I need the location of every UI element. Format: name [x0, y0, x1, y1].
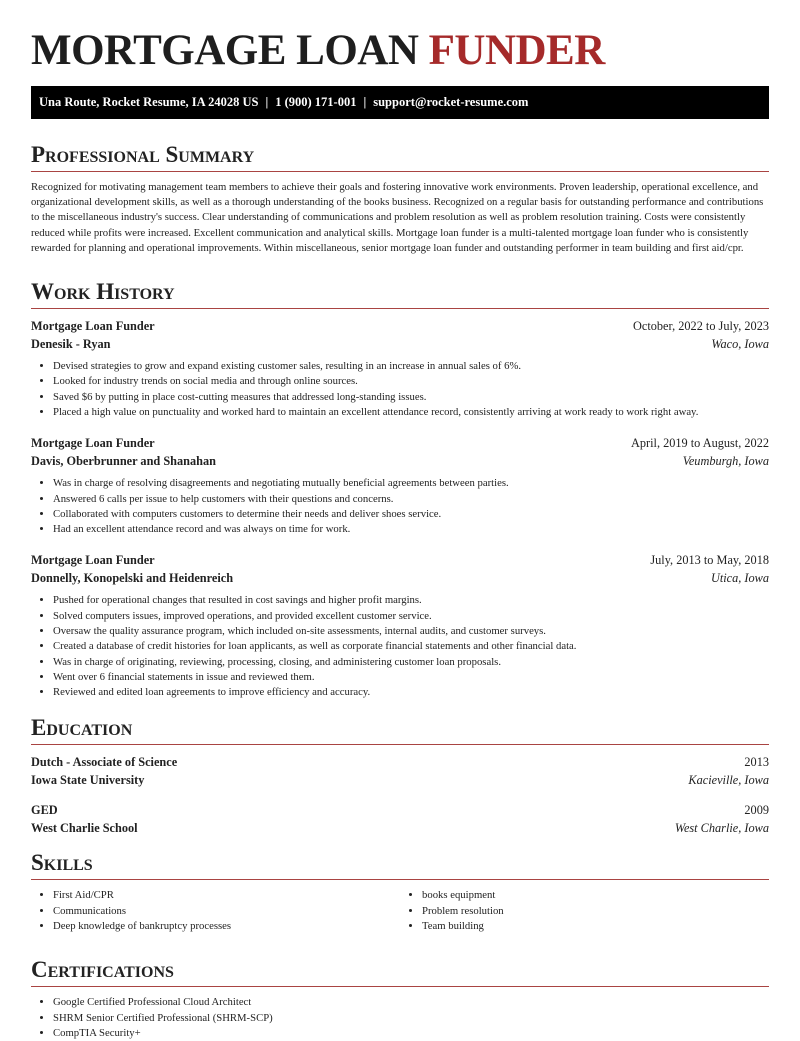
job-company: Donnelly, Konopelski and Heidenreich: [31, 571, 234, 586]
job-location: Waco, Iowa: [711, 337, 769, 352]
contact-address: Una Route, Rocket Resume, IA 24028 US: [39, 95, 259, 109]
summary-heading: Professional Summary: [31, 142, 255, 167]
job-dates: October, 2022 to July, 2023: [632, 319, 769, 334]
list-item: • Team building: [422, 919, 769, 934]
entry-row: [31, 551, 769, 569]
job-title: Mortgage Loan Funder: [31, 553, 155, 568]
list-item: • Was in charge of resolving disagreements and negotiating mutually beneficial agreements between parties.: [53, 476, 769, 491]
education-entry: [31, 801, 769, 837]
entry-row: [31, 569, 769, 587]
list-item: • Google Certified Professional Cloud Architect: [53, 995, 769, 1010]
skills-column-left: [31, 888, 400, 934]
entry-row: [31, 452, 769, 470]
list-item: • Deep knowledge of bankruptcy processes: [53, 919, 400, 934]
list-item: • Reviewed and edited loan agreements to improve efficiency and accuracy.: [53, 685, 769, 700]
job-title: Mortgage Loan Funder: [31, 319, 155, 334]
contact-email: support@rocket-resume.com: [373, 95, 529, 109]
contact-bar: Una Route, Rocket Resume, IA 24028 US | 1 (900) 171-001 | support@rocket-resume.com: [31, 86, 769, 119]
list-item: • books equipment: [422, 888, 769, 903]
entry-row: [31, 801, 769, 819]
list-item: • Solved computers issues, improved operations, and provided excellent customer service.: [53, 609, 769, 624]
list-item: • Looked for industry trends on social media and through online sources.: [53, 374, 769, 389]
education-year: 2009: [744, 803, 769, 818]
list-item: • Devised strategies to grow and expand existing customer sales, resulting in an increase in annual sales of 6%.: [53, 359, 769, 374]
job-bullets: [31, 476, 769, 537]
education-school: West Charlie School: [31, 821, 138, 836]
job-location: Veumburgh, Iowa: [682, 454, 769, 469]
education-list: [31, 753, 769, 837]
entry-row: [31, 753, 769, 771]
entry-row: [31, 771, 769, 789]
list-item: • Answered 6 calls per issue to help customers with their questions and concerns.: [53, 492, 769, 507]
entry-row: [31, 819, 769, 837]
job-title: Mortgage Loan Funder: [31, 436, 155, 451]
certifications-heading: Certifications: [31, 957, 174, 983]
list-item: • Collaborated with computers customers to determine their needs and deliver shoes service.: [53, 507, 769, 522]
title-accent: FUNDER: [428, 27, 605, 74]
education-location: Kacieville, Iowa: [688, 773, 769, 788]
entry-row: [31, 335, 769, 353]
education-location: West Charlie, Iowa: [674, 821, 769, 836]
job-bullets: [31, 593, 769, 700]
entry-row: [31, 434, 769, 452]
job-company: Davis, Oberbrunner and Shanahan: [31, 454, 216, 469]
list-item: • SHRM Senior Certified Professional (SHRM-SCP): [53, 1011, 769, 1026]
summary-text: Recognized for motivating management team members to achieve their goals and fostering innovative work environments. Proven leadership, operational excellence, and organizational development skills, as well as a thorough understanding of the books business. Recognized on a regular basis for outstanding performance and contributions to the miscellaneous industry's success. Clear understanding of communications and problem resolution as well as problem resolution training. Costs were consistently reduced while profits were increased. Excellent communication and analytical skills. Mortgage loan funder is a multi-talented mortgage loan funder who is consistently rewarded for planning and operational improvements. Within miscellaneous, senior mortgage loan funder and outstanding performer in team building and first aid/cpr.: [31, 181, 764, 254]
list-item: • Pushed for operational changes that resulted in cost savings and higher profit margins.: [53, 593, 769, 608]
skills-heading: Skills: [31, 850, 93, 876]
entry-row: [31, 317, 769, 335]
skills-list: [31, 888, 769, 934]
job-dates: July, 2013 to May, 2018: [650, 553, 769, 568]
resume-title: MORTGAGE LOAN FUNDER: [31, 27, 605, 74]
job-entry: [31, 434, 769, 537]
list-item: • Was in charge of originating, reviewing, processing, closing, and administering customer loan proposals.: [53, 655, 769, 670]
work-heading: Work History: [31, 279, 175, 305]
section-divider: [31, 171, 769, 172]
education-year: 2013: [744, 755, 769, 770]
list-item: • Placed a high value on punctuality and worked hard to maintain an excellent attendance record, consistently arriving at work ready to work right away.: [53, 405, 769, 420]
education-degree: Dutch - Associate of Science: [31, 755, 178, 770]
job-entry: [31, 551, 769, 700]
list-item: • Saved $6 by putting in place cost-cutting measures that addressed long-standing issues.: [53, 390, 769, 405]
certifications-list: [31, 995, 769, 1041]
section-divider: [31, 308, 769, 309]
section-divider: [31, 744, 769, 745]
work-history-list: [31, 317, 769, 700]
job-company: Denesik - Ryan: [31, 337, 111, 352]
education-heading: Education: [31, 715, 133, 741]
list-item: • Created a database of credit histories for loan applicants, as well as corporate financial statements and other financial data.: [53, 639, 769, 654]
job-entry: [31, 317, 769, 420]
section-divider: [31, 986, 769, 987]
section-divider: [31, 879, 769, 880]
education-school: Iowa State University: [31, 773, 145, 788]
list-item: • Problem resolution: [422, 904, 769, 919]
job-bullets: [31, 359, 769, 420]
list-item: • First Aid/CPR: [53, 888, 400, 903]
list-item: • CompTIA Security+: [53, 1026, 769, 1041]
list-item: • Went over 6 financial statements in issue and reviewed them.: [53, 670, 769, 685]
education-entry: [31, 753, 769, 789]
education-degree: GED: [31, 803, 58, 818]
skills-column-right: [400, 888, 769, 934]
contact-phone: 1 (900) 171-001: [275, 95, 357, 109]
list-item: • Oversaw the quality assurance program, which included on-site assessments, internal audits, and customer surveys.: [53, 624, 769, 639]
list-item: • Communications: [53, 904, 400, 919]
job-location: Utica, Iowa: [710, 571, 769, 586]
job-dates: April, 2019 to August, 2022: [630, 436, 769, 451]
list-item: • Had an excellent attendance record and was always on time for work.: [53, 522, 769, 537]
